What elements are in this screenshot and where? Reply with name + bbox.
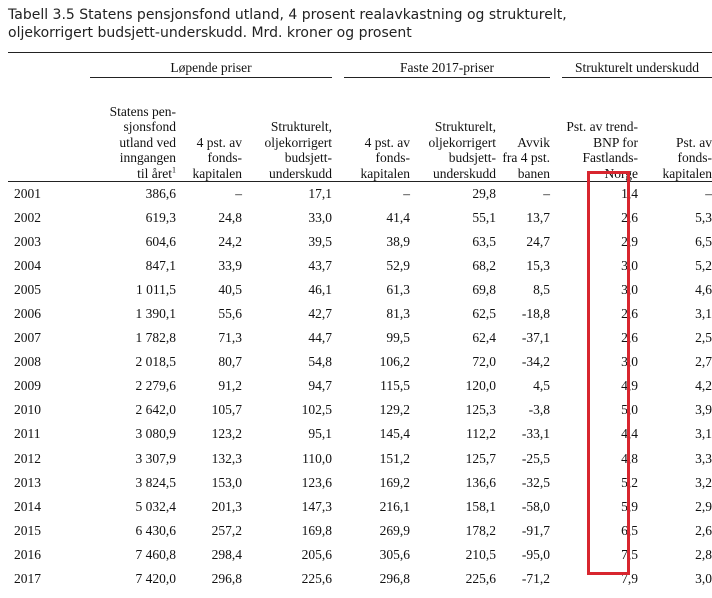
spu-value-cell: 386,6	[145, 186, 176, 202]
avvik-cell: -18,8	[521, 306, 550, 322]
pst-fond-cell: 4,6	[695, 282, 712, 298]
pst-bnp-cell: 5,9	[621, 498, 638, 514]
year-cell: 2005	[14, 282, 41, 298]
spu-value-cell: 6 430,6	[135, 522, 176, 538]
4pst-faste-cell: 38,9	[386, 234, 410, 250]
pst-fond-cell: 2,7	[695, 354, 712, 370]
spu-value-cell: 3 307,9	[135, 450, 176, 466]
pst-fond-cell: 5,2	[695, 258, 712, 274]
spu-value-cell: 604,6	[145, 234, 176, 250]
year-cell: 2011	[14, 426, 41, 442]
4pst-faste-cell: 52,9	[386, 258, 410, 274]
year-cell: 2003	[14, 234, 41, 250]
year-cell: 2001	[14, 186, 41, 202]
pst-bnp-cell: 1,4	[621, 186, 638, 202]
avvik-cell: -25,5	[521, 450, 550, 466]
group-header-faste: Faste 2017-priser	[344, 59, 550, 78]
underskudd-lopende-cell: 33,0	[308, 210, 332, 226]
underskudd-lopende-cell: 225,6	[301, 570, 332, 586]
4pst-faste-cell: 151,2	[379, 450, 410, 466]
group-header-strukturelt: Strukturelt underskudd	[562, 59, 712, 78]
underskudd-faste-cell: 125,7	[465, 450, 496, 466]
avvik-cell: 24,7	[526, 234, 550, 250]
header-line: BNP for	[593, 134, 638, 150]
4pst-faste-cell: 269,9	[379, 522, 410, 538]
underskudd-lopende-cell: 17,1	[308, 186, 332, 202]
underskudd-lopende-cell: 147,3	[301, 498, 332, 514]
avvik-cell: -91,7	[521, 522, 550, 538]
4pst-lopende-cell: 257,2	[211, 522, 242, 538]
underskudd-lopende-cell: 102,5	[301, 402, 332, 418]
underskudd-faste-cell: 225,6	[465, 570, 496, 586]
year-cell: 2013	[14, 474, 41, 490]
spu-value-cell: 1 390,1	[135, 306, 176, 322]
pst-fond-cell: 2,5	[695, 330, 712, 346]
pst-bnp-cell: 2,9	[621, 234, 638, 250]
pst-fond-cell: 6,5	[695, 234, 712, 250]
year-cell: 2004	[14, 258, 41, 274]
4pst-lopende-cell: 132,3	[211, 450, 242, 466]
pst-fond-cell: 2,6	[695, 522, 712, 538]
header-line: budsjett-	[284, 150, 332, 165]
header-line: underskudd	[433, 165, 496, 181]
underskudd-lopende-cell: 54,8	[308, 354, 332, 370]
underskudd-faste-cell: 120,0	[465, 378, 496, 394]
underskudd-faste-cell: 55,1	[472, 210, 496, 226]
pst-bnp-cell: 5,0	[621, 402, 638, 418]
underskudd-faste-cell: 112,2	[466, 426, 496, 442]
header-line: kapitalen	[662, 165, 712, 181]
year-cell: 2010	[14, 402, 41, 418]
pst-bnp-cell: 4,8	[621, 450, 638, 466]
header-line: fra 4 pst.	[502, 150, 550, 165]
col-header-4pst-faste	[344, 78, 410, 182]
avvik-cell: -33,1	[521, 426, 550, 442]
underskudd-lopende-cell: 123,6	[301, 474, 332, 490]
spu-value-cell: 2 279,6	[135, 378, 176, 394]
4pst-lopende-cell: 296,8	[211, 570, 242, 586]
underskudd-lopende-cell: 42,7	[308, 306, 332, 322]
pst-bnp-cell: 4,4	[621, 426, 638, 442]
4pst-faste-cell: 61,3	[386, 282, 410, 298]
pst-bnp-cell: 2,6	[621, 330, 638, 346]
header-line: Avvik	[517, 134, 550, 150]
avvik-cell: –	[543, 186, 550, 202]
year-cell: 2016	[14, 546, 41, 562]
avvik-cell: 15,3	[526, 258, 550, 274]
4pst-lopende-cell: 105,7	[211, 402, 242, 418]
col-header-spu-value	[90, 78, 176, 182]
4pst-lopende-cell: 123,2	[211, 426, 242, 442]
highlight-box	[587, 171, 630, 575]
header-line: 4 pst. av	[364, 134, 410, 150]
spu-value-cell: 2 642,0	[135, 402, 176, 418]
pst-fond-cell: 3,0	[695, 570, 712, 586]
avvik-cell: -58,0	[521, 498, 550, 514]
avvik-cell: -95,0	[521, 546, 550, 562]
4pst-faste-cell: 81,3	[386, 306, 410, 322]
table-caption: Tabell 3.5 Statens pensjonsfond utland, 4 prosent realavkastning og strukturelt, oljekorrigert budsjett-underskudd. Mrd. kroner og prosent	[8, 7, 567, 41]
avvik-cell: -37,1	[521, 330, 550, 346]
underskudd-lopende-cell: 46,1	[308, 282, 332, 298]
pst-fond-cell: 3,1	[695, 306, 712, 322]
pst-bnp-cell: 7,9	[621, 570, 638, 586]
4pst-lopende-cell: –	[235, 186, 242, 202]
header-line: fonds-	[207, 150, 242, 165]
header-line: Strukturelt,	[270, 119, 332, 134]
underskudd-faste-cell: 68,2	[472, 258, 496, 274]
4pst-lopende-cell: 153,0	[211, 474, 242, 490]
header-line: oljekorrigert	[264, 134, 332, 150]
4pst-faste-cell: 115,5	[380, 378, 410, 394]
4pst-lopende-cell: 80,7	[218, 354, 242, 370]
4pst-lopende-cell: 71,3	[218, 330, 242, 346]
underskudd-lopende-cell: 44,7	[308, 330, 332, 346]
underskudd-faste-cell: 158,1	[465, 498, 496, 514]
col-header-underskudd-faste	[410, 78, 496, 182]
pst-fond-cell: –	[705, 186, 712, 202]
spu-value-cell: 5 032,4	[135, 498, 176, 514]
4pst-lopende-cell: 298,4	[211, 546, 242, 562]
pst-fond-cell: 4,2	[695, 378, 712, 394]
4pst-lopende-cell: 201,3	[211, 498, 242, 514]
4pst-faste-cell: 296,8	[379, 570, 410, 586]
pst-fond-cell: 3,2	[695, 474, 712, 490]
spu-value-cell: 7 460,8	[135, 546, 176, 562]
4pst-faste-cell: 99,5	[386, 330, 410, 346]
4pst-lopende-cell: 24,8	[218, 210, 242, 226]
year-cell: 2009	[14, 378, 41, 394]
header-line: kapitalen	[360, 165, 410, 181]
pst-fond-cell: 3,1	[695, 426, 712, 442]
4pst-faste-cell: 216,1	[379, 498, 410, 514]
avvik-cell: 8,5	[533, 282, 550, 298]
group-header-lopende: Løpende priser	[90, 59, 332, 78]
avvik-cell: -71,2	[521, 570, 550, 586]
year-cell: 2014	[14, 498, 41, 514]
col-header-underskudd-lopende	[242, 78, 332, 182]
header-line: fonds-	[677, 150, 712, 165]
header-line: underskudd	[269, 165, 332, 181]
underskudd-faste-cell: 178,2	[465, 522, 496, 538]
4pst-faste-cell: 145,4	[379, 426, 410, 442]
pst-bnp-cell: 3,0	[621, 258, 638, 274]
spu-value-cell: 2 018,5	[135, 354, 176, 370]
header-line: Fastlands-	[582, 150, 638, 165]
header-line: Pst. av trend-	[566, 119, 638, 134]
underskudd-faste-cell: 69,8	[472, 282, 496, 298]
header-line: Statens pen-	[109, 103, 176, 119]
header-line: fonds-	[375, 150, 410, 165]
underskudd-lopende-cell: 205,6	[301, 546, 332, 562]
pst-bnp-cell: 7,5	[621, 546, 638, 562]
spu-value-cell: 3 080,9	[135, 426, 176, 442]
underskudd-faste-cell: 125,3	[465, 402, 496, 418]
pst-fond-cell: 5,3	[695, 210, 712, 226]
header-line: Norge	[604, 165, 638, 181]
pst-bnp-cell: 2,6	[621, 210, 638, 226]
header-line: budsjett-	[448, 150, 496, 165]
underskudd-faste-cell: 62,4	[472, 330, 496, 346]
pst-bnp-cell: 6,5	[621, 522, 638, 538]
4pst-faste-cell: 305,6	[379, 546, 410, 562]
year-cell: 2002	[14, 210, 41, 226]
underskudd-faste-cell: 29,8	[472, 186, 496, 202]
pst-bnp-cell: 3,0	[621, 354, 638, 370]
col-header-avvik	[496, 78, 550, 182]
header-line: Strukturelt,	[434, 119, 496, 134]
avvik-cell: -34,2	[521, 354, 550, 370]
pst-bnp-cell: 4,9	[621, 378, 638, 394]
header-line: sjonsfond	[123, 119, 176, 134]
underskudd-lopende-cell: 94,7	[308, 378, 332, 394]
4pst-lopende-cell: 55,6	[218, 306, 242, 322]
pst-bnp-cell: 5,2	[621, 474, 638, 490]
avvik-cell: -32,5	[521, 474, 550, 490]
pst-bnp-cell: 3,0	[621, 282, 638, 298]
underskudd-faste-cell: 136,6	[465, 474, 496, 490]
avvik-cell: 13,7	[526, 210, 550, 226]
4pst-faste-cell: –	[403, 186, 410, 202]
underskudd-lopende-cell: 39,5	[308, 234, 332, 250]
4pst-lopende-cell: 91,2	[218, 378, 242, 394]
year-cell: 2008	[14, 354, 41, 370]
spu-value-cell: 1 011,5	[136, 282, 176, 298]
4pst-lopende-cell: 40,5	[218, 282, 242, 298]
header-line: banen	[517, 165, 550, 181]
header-line: inngangen	[119, 150, 176, 165]
underskudd-lopende-cell: 169,8	[301, 522, 332, 538]
pst-fond-cell: 3,3	[695, 450, 712, 466]
spu-value-cell: 1 782,8	[135, 330, 176, 346]
underskudd-lopende-cell: 43,7	[308, 258, 332, 274]
underskudd-faste-cell: 62,5	[472, 306, 496, 322]
underskudd-faste-cell: 72,0	[472, 354, 496, 370]
underskudd-faste-cell: 210,5	[465, 546, 496, 562]
pst-fond-cell: 2,9	[695, 498, 712, 514]
avvik-cell: -3,8	[528, 402, 550, 418]
header-line: 4 pst. av	[196, 134, 242, 150]
pst-fond-cell: 2,8	[695, 546, 712, 562]
4pst-faste-cell: 106,2	[379, 354, 410, 370]
4pst-faste-cell: 169,2	[379, 474, 410, 490]
header-line: utland ved	[119, 134, 176, 150]
4pst-lopende-cell: 33,9	[218, 258, 242, 274]
spu-value-cell: 619,3	[145, 210, 176, 226]
header-line: til året	[137, 165, 172, 181]
footnote-marker: 1	[172, 165, 176, 174]
spu-value-cell: 7 420,0	[135, 570, 176, 586]
spu-value-cell: 3 824,5	[135, 474, 176, 490]
underskudd-lopende-cell: 110,0	[302, 450, 332, 466]
col-header-pst-bnp	[562, 78, 638, 182]
year-cell: 2012	[14, 450, 41, 466]
year-cell: 2006	[14, 306, 41, 322]
4pst-lopende-cell: 24,2	[218, 234, 242, 250]
col-header-pst-fond	[658, 78, 712, 182]
year-cell: 2017	[14, 570, 41, 586]
header-line: Pst. av	[675, 134, 712, 150]
4pst-faste-cell: 129,2	[379, 402, 410, 418]
col-header-4pst-lopende	[176, 78, 242, 182]
header-line: oljekorrigert	[428, 134, 496, 150]
underskudd-lopende-cell: 95,1	[308, 426, 332, 442]
underskudd-faste-cell: 63,5	[472, 234, 496, 250]
4pst-faste-cell: 41,4	[386, 210, 410, 226]
year-cell: 2007	[14, 330, 41, 346]
pst-bnp-cell: 2,6	[621, 306, 638, 322]
pst-fond-cell: 3,9	[695, 402, 712, 418]
year-cell: 2015	[14, 522, 41, 538]
avvik-cell: 4,5	[533, 378, 550, 394]
header-line: kapitalen	[192, 165, 242, 181]
spu-value-cell: 847,1	[145, 258, 176, 274]
